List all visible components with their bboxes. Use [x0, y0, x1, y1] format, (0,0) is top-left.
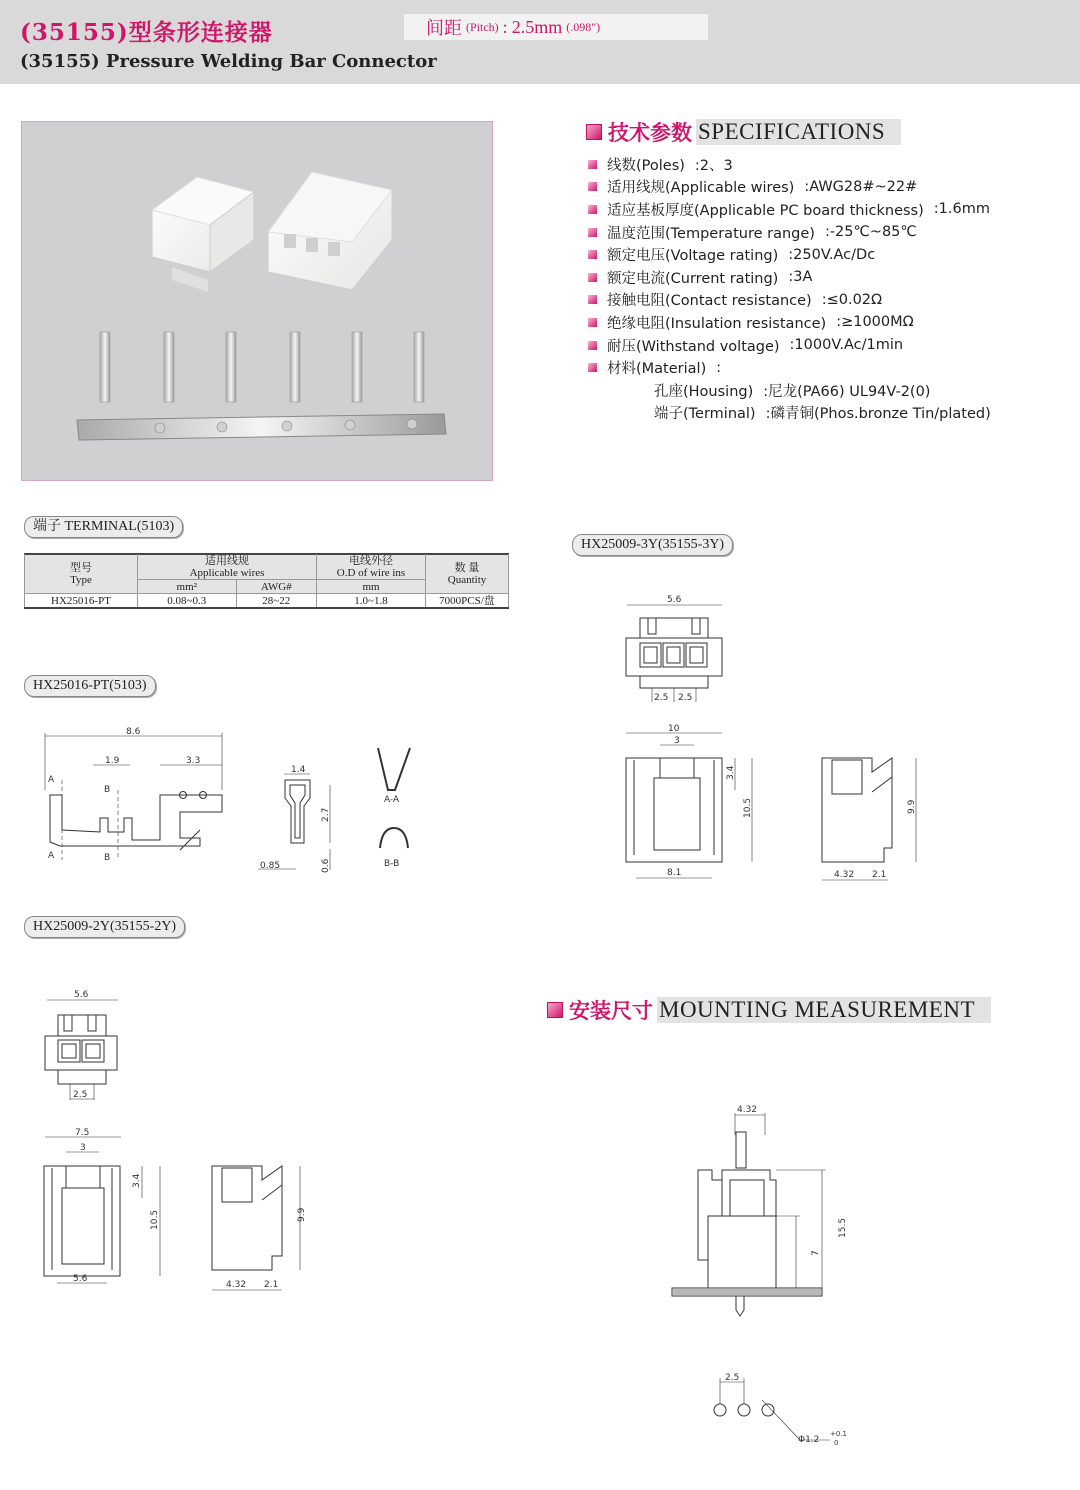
spec-item: 线数(Poles) :2、3 [588, 153, 1068, 176]
housing-2y-front [45, 1000, 118, 1100]
dim-text: 2.1 [264, 1280, 279, 1290]
mounting-drawing [672, 1113, 830, 1440]
spec-item: 适用线规(Applicable wires) :AWG28#~22# [588, 176, 1068, 199]
dim-text: 7 [811, 1250, 821, 1256]
housing-3y-right [822, 758, 916, 880]
dim-text: 2.5 [654, 693, 669, 703]
th-wires: 适用线规 Applicable wires [138, 554, 317, 580]
dim-text: A-A [384, 795, 400, 805]
pcb-hatch [673, 1289, 821, 1295]
spec-item: 额定电流(Current rating) :3A [588, 266, 1068, 289]
dim-text: 1.9 [105, 756, 120, 766]
dim-text: 8.1 [667, 868, 682, 878]
dim-text: 0.6 [321, 858, 331, 873]
th-awg: AWG# [236, 580, 316, 594]
cell-qty: 7000PCS/盘 [426, 594, 509, 609]
spec-item: 接触电阻(Contact resistance) :≤0.02Ω [588, 289, 1068, 312]
dim-text: 2.7 [321, 807, 331, 822]
dim-text: 10.5 [743, 797, 753, 818]
dim-text: 0.85 [260, 861, 281, 871]
dim-text: 3 [80, 1143, 86, 1153]
dim-text: 4.32 [834, 870, 855, 880]
title-english: (35155) Pressure Welding Bar Connector [20, 51, 437, 72]
housing-2y-right [212, 1166, 300, 1290]
terminal-drawing-label: HX25016-PT(5103) [24, 675, 156, 697]
terminal-side-view [45, 733, 222, 860]
terminal-label: 端子 TERMINAL(5103) [24, 516, 183, 538]
dim-text: B-B [384, 859, 400, 869]
dim-text: 2.5 [73, 1090, 88, 1100]
dim-text: 5.6 [73, 1274, 88, 1284]
dim-text: 9.9 [297, 1207, 307, 1222]
dim-text: 3 [674, 736, 680, 746]
th-od: 电线外径 O.D of wire ins [317, 554, 426, 580]
dim-text: A [48, 775, 55, 785]
pitch-label-cn: 间距 [426, 18, 462, 38]
cell-awg: 28~22 [236, 594, 316, 609]
dim-text: 9.9 [907, 799, 917, 814]
dim-text: A [48, 851, 55, 861]
mounting-title-cn: 安装尺寸 [569, 999, 653, 1023]
dim-text: +0.1 [830, 1430, 847, 1438]
th-qty: 数 量 Quantity [426, 554, 509, 594]
spec-item: 材料(Material) : [588, 356, 1068, 379]
dimension-labels [48, 595, 917, 1447]
dim-text: 8.6 [126, 727, 141, 737]
terminal-front-view [258, 774, 330, 870]
cell-mm2: 0.08~0.3 [138, 594, 237, 609]
spec-item: 额定电压(Voltage rating) :250V.Ac/Dc [588, 243, 1068, 266]
dim-text: B [104, 853, 111, 863]
dim-text: 10.5 [150, 1209, 160, 1230]
dim-text: 7.5 [75, 1128, 90, 1138]
spec-item: 绝缘电阻(Insulation resistance) :≥1000MΩ [588, 311, 1068, 334]
dim-text: 0 [834, 1439, 839, 1447]
housing-3y-side [626, 733, 752, 878]
dim-text: 1.4 [291, 765, 306, 775]
spec-item: 适应基板厚度(Applicable PC board thickness) :1.6mm [588, 198, 1068, 221]
cell-od: 1.0~1.8 [317, 594, 426, 609]
dim-text: 3.3 [186, 756, 201, 766]
dim-text: 15.5 [838, 1217, 848, 1238]
spec-material-item: 孔座(Housing) :尼龙(PA66) UL94V-2(0) [654, 383, 931, 400]
dim-text: 5.6 [74, 990, 89, 1000]
cell-type: HX25016-PT [25, 594, 138, 609]
dim-text: 5.6 [667, 595, 682, 605]
dim-text: 4.32 [226, 1280, 247, 1290]
dim-text: 2.1 [872, 870, 887, 880]
pitch-label-en: (Pitch) [466, 19, 499, 34]
housing-2y-label: HX25009-2Y(35155-2Y) [24, 916, 185, 938]
dim-text: 2.5 [725, 1373, 740, 1383]
spec-item: 耐压(Withstand voltage) :1000V.Ac/1min [588, 334, 1068, 357]
pitch-value: 2.5mm [511, 16, 563, 37]
th-mm: mm [317, 580, 426, 594]
dim-text: B [104, 785, 111, 795]
dim-text: Φ1.2 [798, 1435, 820, 1445]
spec-material-item: 端子(Terminal) :磷青铜(Phos.bronze Tin/plated) [654, 406, 991, 423]
pitch-colon: : [502, 16, 508, 37]
housing-2y-side [44, 1137, 160, 1283]
dim-text: 4.32 [737, 1105, 758, 1115]
mounting-title-en: MOUNTING MEASUREMENT [657, 997, 991, 1023]
th-mm2: mm² [138, 580, 237, 594]
dim-text: 3.4 [132, 1173, 142, 1188]
dim-text: 2.5 [678, 693, 693, 703]
housing-3y-label: HX25009-3Y(35155-3Y) [572, 534, 733, 556]
spec-item: 温度范围(Temperature range) :-25℃~85℃ [588, 221, 1068, 244]
specifications-title-en: SPECIFICATIONS [696, 119, 901, 145]
dim-text: 3.4 [726, 765, 736, 780]
dim-text: 10 [668, 724, 680, 734]
housing-3y-front [626, 605, 722, 702]
title-chinese: (35155)型条形连接器 [20, 19, 273, 46]
th-type: 型号 Type [25, 554, 138, 594]
pitch-inch: (.098") [566, 19, 601, 34]
specifications-title-cn: 技术参数 [608, 121, 692, 145]
